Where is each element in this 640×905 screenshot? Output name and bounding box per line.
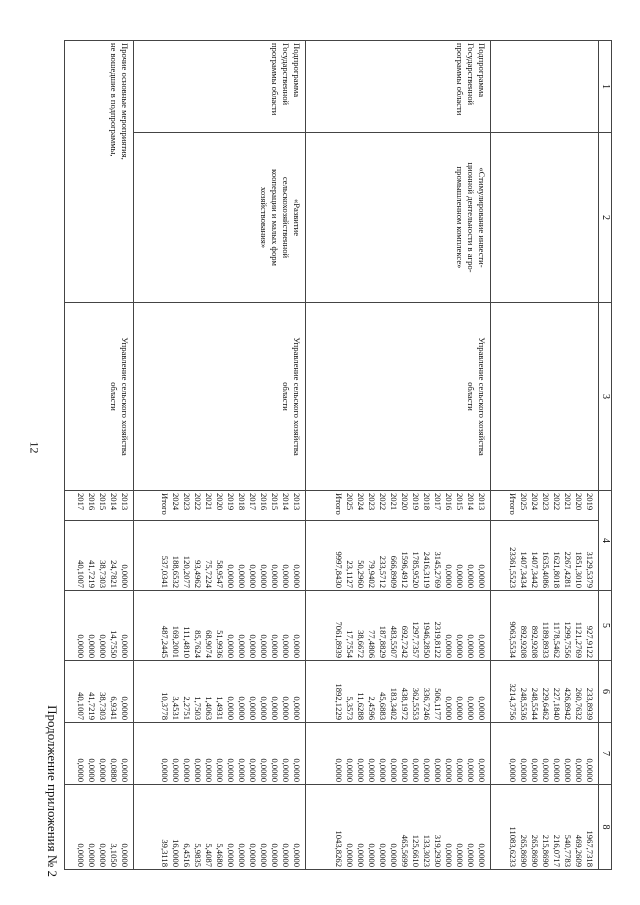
col7-cells: 0,0000 0,0000 0,0000 0,0000 0,0000 0,0000 0,0000 0,0000 0,0000 0,0000 0,0000 0,0000 0,0000 0,0000: [306, 723, 491, 785]
col8-cells: 0,0000 3,1050 0,0000 0,0000 0,0000: [65, 785, 134, 870]
page-number: 12: [27, 441, 42, 454]
block1-name: «Стимулирование инвести- ционной деятельности в агро- промышленном комплексе»: [306, 133, 491, 303]
total-cells: 3129,5379 1851,3010 2267,4281 1621,8018 1635,4086 1407,3442 1407,3434 23361,5523: [491, 521, 599, 591]
col6-cells: 233,8939 260,7632 426,8942 227,1840 229,6462 248,5544 248,5536 3214,3756: [491, 661, 599, 723]
year-cells: 2013 2014 2015 2016 2017: [65, 491, 134, 521]
year-cells: 2019 2020 2021 2022 2023 2024 2025 Итого: [491, 491, 599, 521]
column-number-row: [599, 41, 612, 870]
funding-table: [64, 40, 612, 870]
block3-type: Прочие основные мероприятия, не вошедшие в подпрограммы,: [65, 41, 134, 303]
cell-col1: [491, 41, 599, 133]
block2-executor: Управление сельского хозяйства области: [134, 303, 306, 491]
total-cells: 0,0000 0,0000 0,0000 0,0000 3145,2769 2416,3119 1785,9520 1596,4912 666,8909 233,5712 79,9402 50,2960 23,1127 9997,8430: [306, 521, 491, 591]
col-header: 7: [599, 723, 612, 785]
total-cells: 0,0000 0,0000 0,0000 0,0000 0,0000 0,0000 0,0000 58,9547 75,7224 93,4962 120,2077 188,6532 537,0341: [134, 521, 306, 591]
block1-executor: Управление сельского хозяйства области: [306, 303, 491, 491]
block2-type: Подпрограмма Государственной программы области: [134, 41, 306, 133]
col6-cells: 0,0000 0,0000 0,0000 0,0000 506,1177 336,7246 362,5553 438,1972 183,3402 45,6883 2,4596 11,6288 5,3573 1892,1229: [306, 661, 491, 723]
col-header: 2: [599, 133, 612, 303]
col5-cells: 0,0000 14,7550 0,0000 0,0000 0,0000: [65, 591, 134, 661]
col-header: 6: [599, 661, 612, 723]
block3-executor: Управление сельского хозяйства области: [65, 303, 134, 491]
col7-cells: 0,0000 0,0880 0,0000 0,0000 0,0000: [65, 723, 134, 785]
col5-cells: 0,0000 0,0000 0,0000 0,0000 2319,8122 1946,2850 1297,7357 692,7242 483,5507 187,8829 77,4806 38,6672 17,7554 7061,8939: [306, 591, 491, 661]
col8-cells: 0,0000 0,0000 0,0000 0,0000 319,2930 133,3023 125,6610 465,5699 0,0000 0,0000 0,0000 0,0000 0,0000 1043,8262: [306, 785, 491, 870]
cell-col2: [491, 133, 599, 303]
col8-cells: 0,0000 0,0000 0,0000 0,0000 0,0000 0,0000 0,0000 5,4680 5,4087 5,9835 6,4516 16,0000 39,3118: [134, 785, 306, 870]
block-cooperation: [134, 41, 306, 870]
col7-cells: 0,0000 0,0000 0,0000 0,0000 0,0000 0,0000 0,0000 0,0000: [491, 723, 599, 785]
block2-name: «Развитие сельскохозяйственной кооперации и малых форм хозяйствования»: [134, 133, 306, 303]
page-title: Продолжение приложения № 2: [45, 705, 60, 877]
col8-cells: 1967,7318 469,2609 540,7783 216,0717 215,8690 265,8690 265,8690 11083,6233: [491, 785, 599, 870]
year-cells: 2013 2014 2015 2016 2017 2018 2019 2020 2021 2022 2023 2024 Итого: [134, 491, 306, 521]
col6-cells: 0,0000 0,0000 0,0000 0,0000 0,0000 0,0000 0,0000 1,4931 1,4063 1,7503 2,2751 3,4531 10,3778: [134, 661, 306, 723]
col-header: 1: [599, 41, 612, 133]
col-header: 5: [599, 591, 612, 661]
block-other: [65, 41, 134, 870]
col6-cells: 0,0000 6,9341 38,7303 41,7219 40,1007: [65, 661, 134, 723]
block-top: [491, 41, 599, 870]
col-header: 3: [599, 303, 612, 491]
col5-cells: 927,9122 1121,2769 1299,7556 1178,5462 1189,8933 892,9208 892,9208 9063,5534: [491, 591, 599, 661]
col5-cells: 0,0000 0,0000 0,0000 0,0000 0,0000 0,0000 0,0000 51,9936 68,9074 85,7624 111,4810 169,2001 487,2445: [134, 591, 306, 661]
cell-col3: [491, 303, 599, 491]
year-cells: 2013 2014 2015 2016 2017 2018 2019 2020 2021 2022 2023 2024 2025 Итого: [306, 491, 491, 521]
col-header: 8: [599, 785, 612, 870]
col7-cells: 0,0000 0,0000 0,0000 0,0000 0,0000 0,0000 0,0000 0,0000 0,0000 0,0000 0,0000 0,0000 0,0000: [134, 723, 306, 785]
block-investment: [306, 41, 491, 870]
col-header: 4: [599, 491, 612, 591]
total-cells: 0,0000 24,7821 38,7303 41,7219 40,1007: [65, 521, 134, 591]
block1-type: Подпрограмма Государственной программы области: [306, 41, 491, 133]
